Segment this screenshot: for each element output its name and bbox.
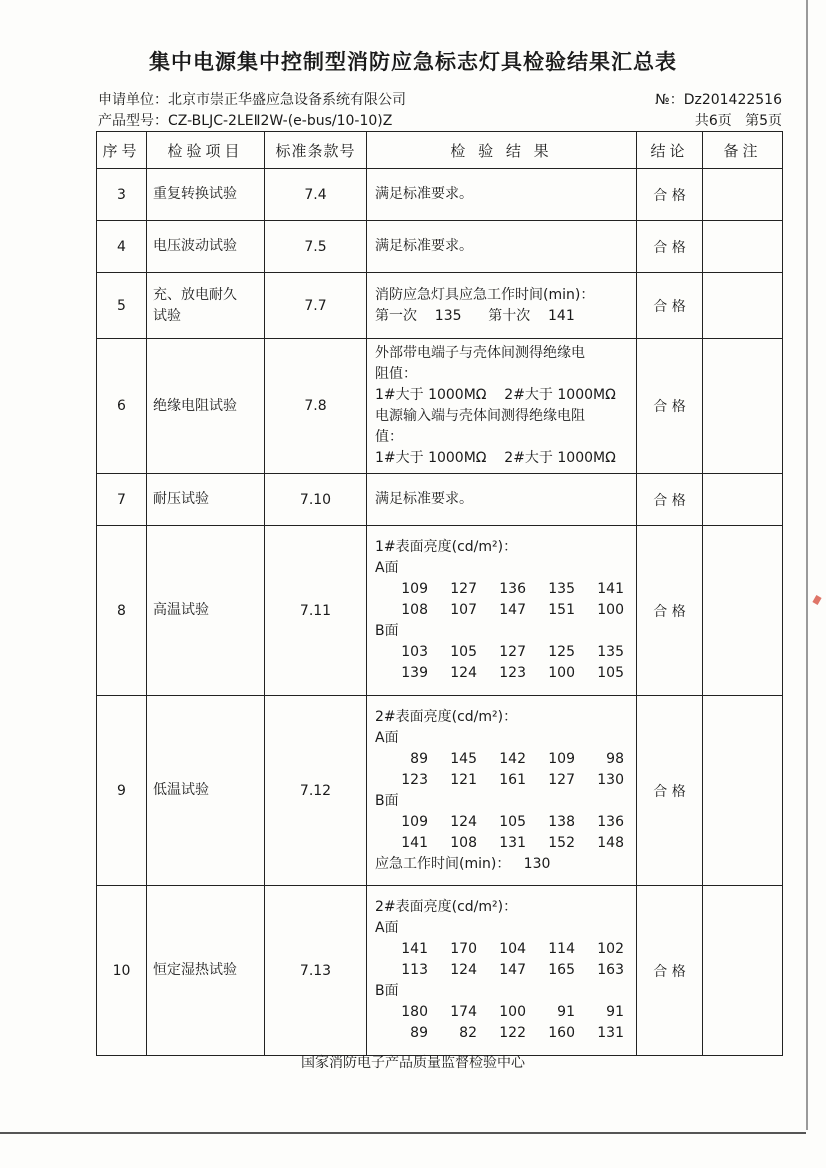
result-line: 外部带电端子与壳体间测得绝缘电 [375,345,585,361]
test-result [367,696,637,886]
luminance-value: 141 [401,834,428,851]
result-line: 满足标准要求。 [375,238,473,254]
luminance-value: 165 [548,962,575,978]
result-line: 消防应急灯具应急工作时间(min)： [375,286,595,303]
face-label-a: A面 [375,920,399,936]
luminance-value: 105 [597,665,624,681]
stamp-mark [812,595,821,605]
row-number: 6 [97,339,147,474]
test-item: 耐压试验 [147,474,265,526]
row-number: 4 [97,221,147,273]
remark [703,169,783,221]
luminance-value: 141 [401,941,428,957]
remark [703,696,783,886]
result-line: 满足标准要求。 [375,186,473,202]
applicant-line [98,89,782,109]
standard-clause: 7.12 [265,696,367,886]
luminance-value: 130 [597,771,624,788]
luminance-values [375,663,630,684]
table-row [97,526,783,696]
table-row [97,474,783,526]
standard-clause: 7.4 [265,169,367,221]
test-result [367,339,637,474]
result-line: 满足标准要求。 [375,491,473,507]
luminance-heading: 1#表面亮度(cd/m²)： [375,539,518,555]
issuer-footer: 国家消防电子产品质量监督检验中心 [301,1055,525,1071]
luminance-value: 109 [401,813,428,830]
table-row [97,221,783,273]
standard-clause: 7.13 [265,886,367,1056]
luminance-value: 148 [597,834,624,851]
table-row [97,696,783,886]
test-result [367,474,637,526]
luminance-value: 145 [450,750,477,767]
row-number: 5 [97,273,147,339]
luminance-value: 125 [548,644,575,660]
test-result [367,526,637,696]
luminance-value: 127 [450,581,477,597]
standard-clause: 7.11 [265,526,367,696]
luminance-value: 127 [548,771,575,788]
standard-clause: 7.7 [265,273,367,339]
page-count: 共6页 第5页 [694,113,782,129]
face-label-b: B面 [375,623,399,639]
applicant-name: 北京市崇正华盛应急设备系统有限公司 [168,92,406,108]
test-item: 重复转换试验 [147,169,265,221]
header-item: 检验项目 [147,132,265,169]
result-line: 第一次 135 第十次 141 [375,307,575,324]
luminance-values [375,749,630,770]
result-line: 1#大于 1000MΩ 2#大于 1000MΩ [375,387,616,403]
luminance-value: 122 [499,1025,526,1041]
row-number: 3 [97,169,147,221]
luminance-value: 151 [548,602,575,618]
luminance-value: 89 [410,750,428,767]
standard-clause: 7.5 [265,221,367,273]
luminance-value: 135 [597,644,624,660]
luminance-value: 141 [597,581,624,597]
row-number: 8 [97,526,147,696]
luminance-value: 113 [401,962,428,978]
luminance-value: 161 [499,771,526,788]
luminance-value: 152 [548,834,575,851]
applicant-label: 申请单位： [98,92,168,108]
test-item-line: 试验 [153,307,181,324]
remark [703,339,783,474]
extra-result: 应急工作时间(min)： 130 [375,855,551,872]
luminance-value: 174 [450,1004,477,1020]
luminance-value: 131 [499,834,526,851]
luminance-value: 136 [597,813,624,830]
luminance-value: 100 [548,665,575,681]
conclusion: 合 格 [637,273,703,339]
table-row [97,169,783,221]
standard-clause: 7.10 [265,474,367,526]
luminance-value: 108 [450,834,477,851]
luminance-value: 105 [450,644,477,660]
face-label-a: A面 [375,560,399,576]
test-item: 低温试验 [147,696,265,886]
result-line: 1#大于 1000MΩ 2#大于 1000MΩ [375,450,616,466]
luminance-value: 109 [548,750,575,767]
test-item-line: 充、放电耐久 [153,286,237,303]
row-number: 7 [97,474,147,526]
table-row [97,886,783,1056]
luminance-values [375,833,630,854]
luminance-value: 103 [401,644,428,660]
face-label-b: B面 [375,983,399,999]
luminance-value: 135 [548,581,575,597]
conclusion: 合 格 [637,474,703,526]
remark [703,526,783,696]
luminance-value: 124 [450,813,477,830]
luminance-value: 98 [606,750,624,767]
luminance-value: 124 [450,665,477,681]
model-value: CZ-BLJC-2LEⅡ2W-(e-bus/10-10)Z [168,113,393,129]
conclusion: 合 格 [637,169,703,221]
test-item: 电压波动试验 [147,221,265,273]
bottom-edge-line [0,1132,806,1134]
luminance-values [375,770,630,791]
luminance-values [375,642,630,663]
document-title: 集中电源集中控制型消防应急标志灯具检验结果汇总表 [149,50,677,74]
luminance-value: 107 [450,602,477,618]
luminance-values [375,960,630,981]
model-line [98,110,782,130]
result-line: 电源输入端与壳体间测得绝缘电阻 [375,408,585,424]
luminance-value: 100 [597,602,624,618]
conclusion: 合 格 [637,886,703,1056]
row-number: 10 [97,886,147,1056]
luminance-values [375,1002,630,1023]
luminance-values [375,579,630,600]
result-line: 阻值： [375,366,417,382]
luminance-value: 91 [606,1004,624,1020]
result-line: 值： [375,429,403,445]
table-row [97,339,783,474]
luminance-value: 124 [450,962,477,978]
luminance-value: 109 [401,581,428,597]
luminance-value: 121 [450,771,477,788]
conclusion: 合 格 [637,696,703,886]
luminance-value: 127 [499,644,526,660]
results-table [96,131,783,1056]
remark [703,221,783,273]
luminance-value: 114 [548,941,575,957]
luminance-values [375,939,630,960]
remark [703,474,783,526]
luminance-value: 123 [499,665,526,681]
header-clause: 标准条款号 [265,132,367,169]
luminance-heading: 2#表面亮度(cd/m²)： [375,899,518,915]
luminance-value: 100 [499,1004,526,1020]
luminance-value: 82 [459,1025,477,1041]
conclusion: 合 格 [637,526,703,696]
test-item: 绝缘电阻试验 [147,339,265,474]
model-label: 产品型号： [98,113,168,129]
luminance-value: 138 [548,813,575,830]
luminance-values [375,1023,630,1044]
luminance-value: 104 [499,941,526,957]
luminance-value: 102 [597,941,624,957]
test-result [367,221,637,273]
header-remark: 备注 [703,132,783,169]
remark [703,273,783,339]
luminance-value: 139 [401,665,428,681]
report-number: №：Dz201422516 [655,92,782,108]
luminance-value: 89 [410,1025,428,1041]
row-number: 9 [97,696,147,886]
luminance-values [375,812,630,833]
luminance-heading: 2#表面亮度(cd/m²)： [375,708,518,725]
luminance-value: 147 [499,602,526,618]
luminance-value: 91 [557,1004,575,1020]
test-item: 高温试验 [147,526,265,696]
luminance-value: 163 [597,962,624,978]
conclusion: 合 格 [637,221,703,273]
luminance-values [375,600,630,621]
luminance-value: 105 [499,813,526,830]
header-result: 检 验 结 果 [367,132,637,169]
test-item [147,273,265,339]
luminance-value: 108 [401,602,428,618]
conclusion: 合 格 [637,339,703,474]
luminance-value: 170 [450,941,477,957]
table-row [97,273,783,339]
face-label-b: B面 [375,792,399,809]
header-conclusion: 结论 [637,132,703,169]
test-result [367,273,637,339]
luminance-value: 180 [401,1004,428,1020]
luminance-value: 136 [499,581,526,597]
face-label-a: A面 [375,729,399,746]
test-result [367,886,637,1056]
header-no: 序号 [97,132,147,169]
table-header-row [97,132,783,169]
remark [703,886,783,1056]
right-edge-line [806,0,808,1130]
luminance-value: 142 [499,750,526,767]
test-item: 恒定湿热试验 [147,886,265,1056]
standard-clause: 7.8 [265,339,367,474]
luminance-value: 147 [499,962,526,978]
test-result [367,169,637,221]
luminance-value: 131 [597,1025,624,1041]
luminance-value: 160 [548,1025,575,1041]
luminance-value: 123 [401,771,428,788]
